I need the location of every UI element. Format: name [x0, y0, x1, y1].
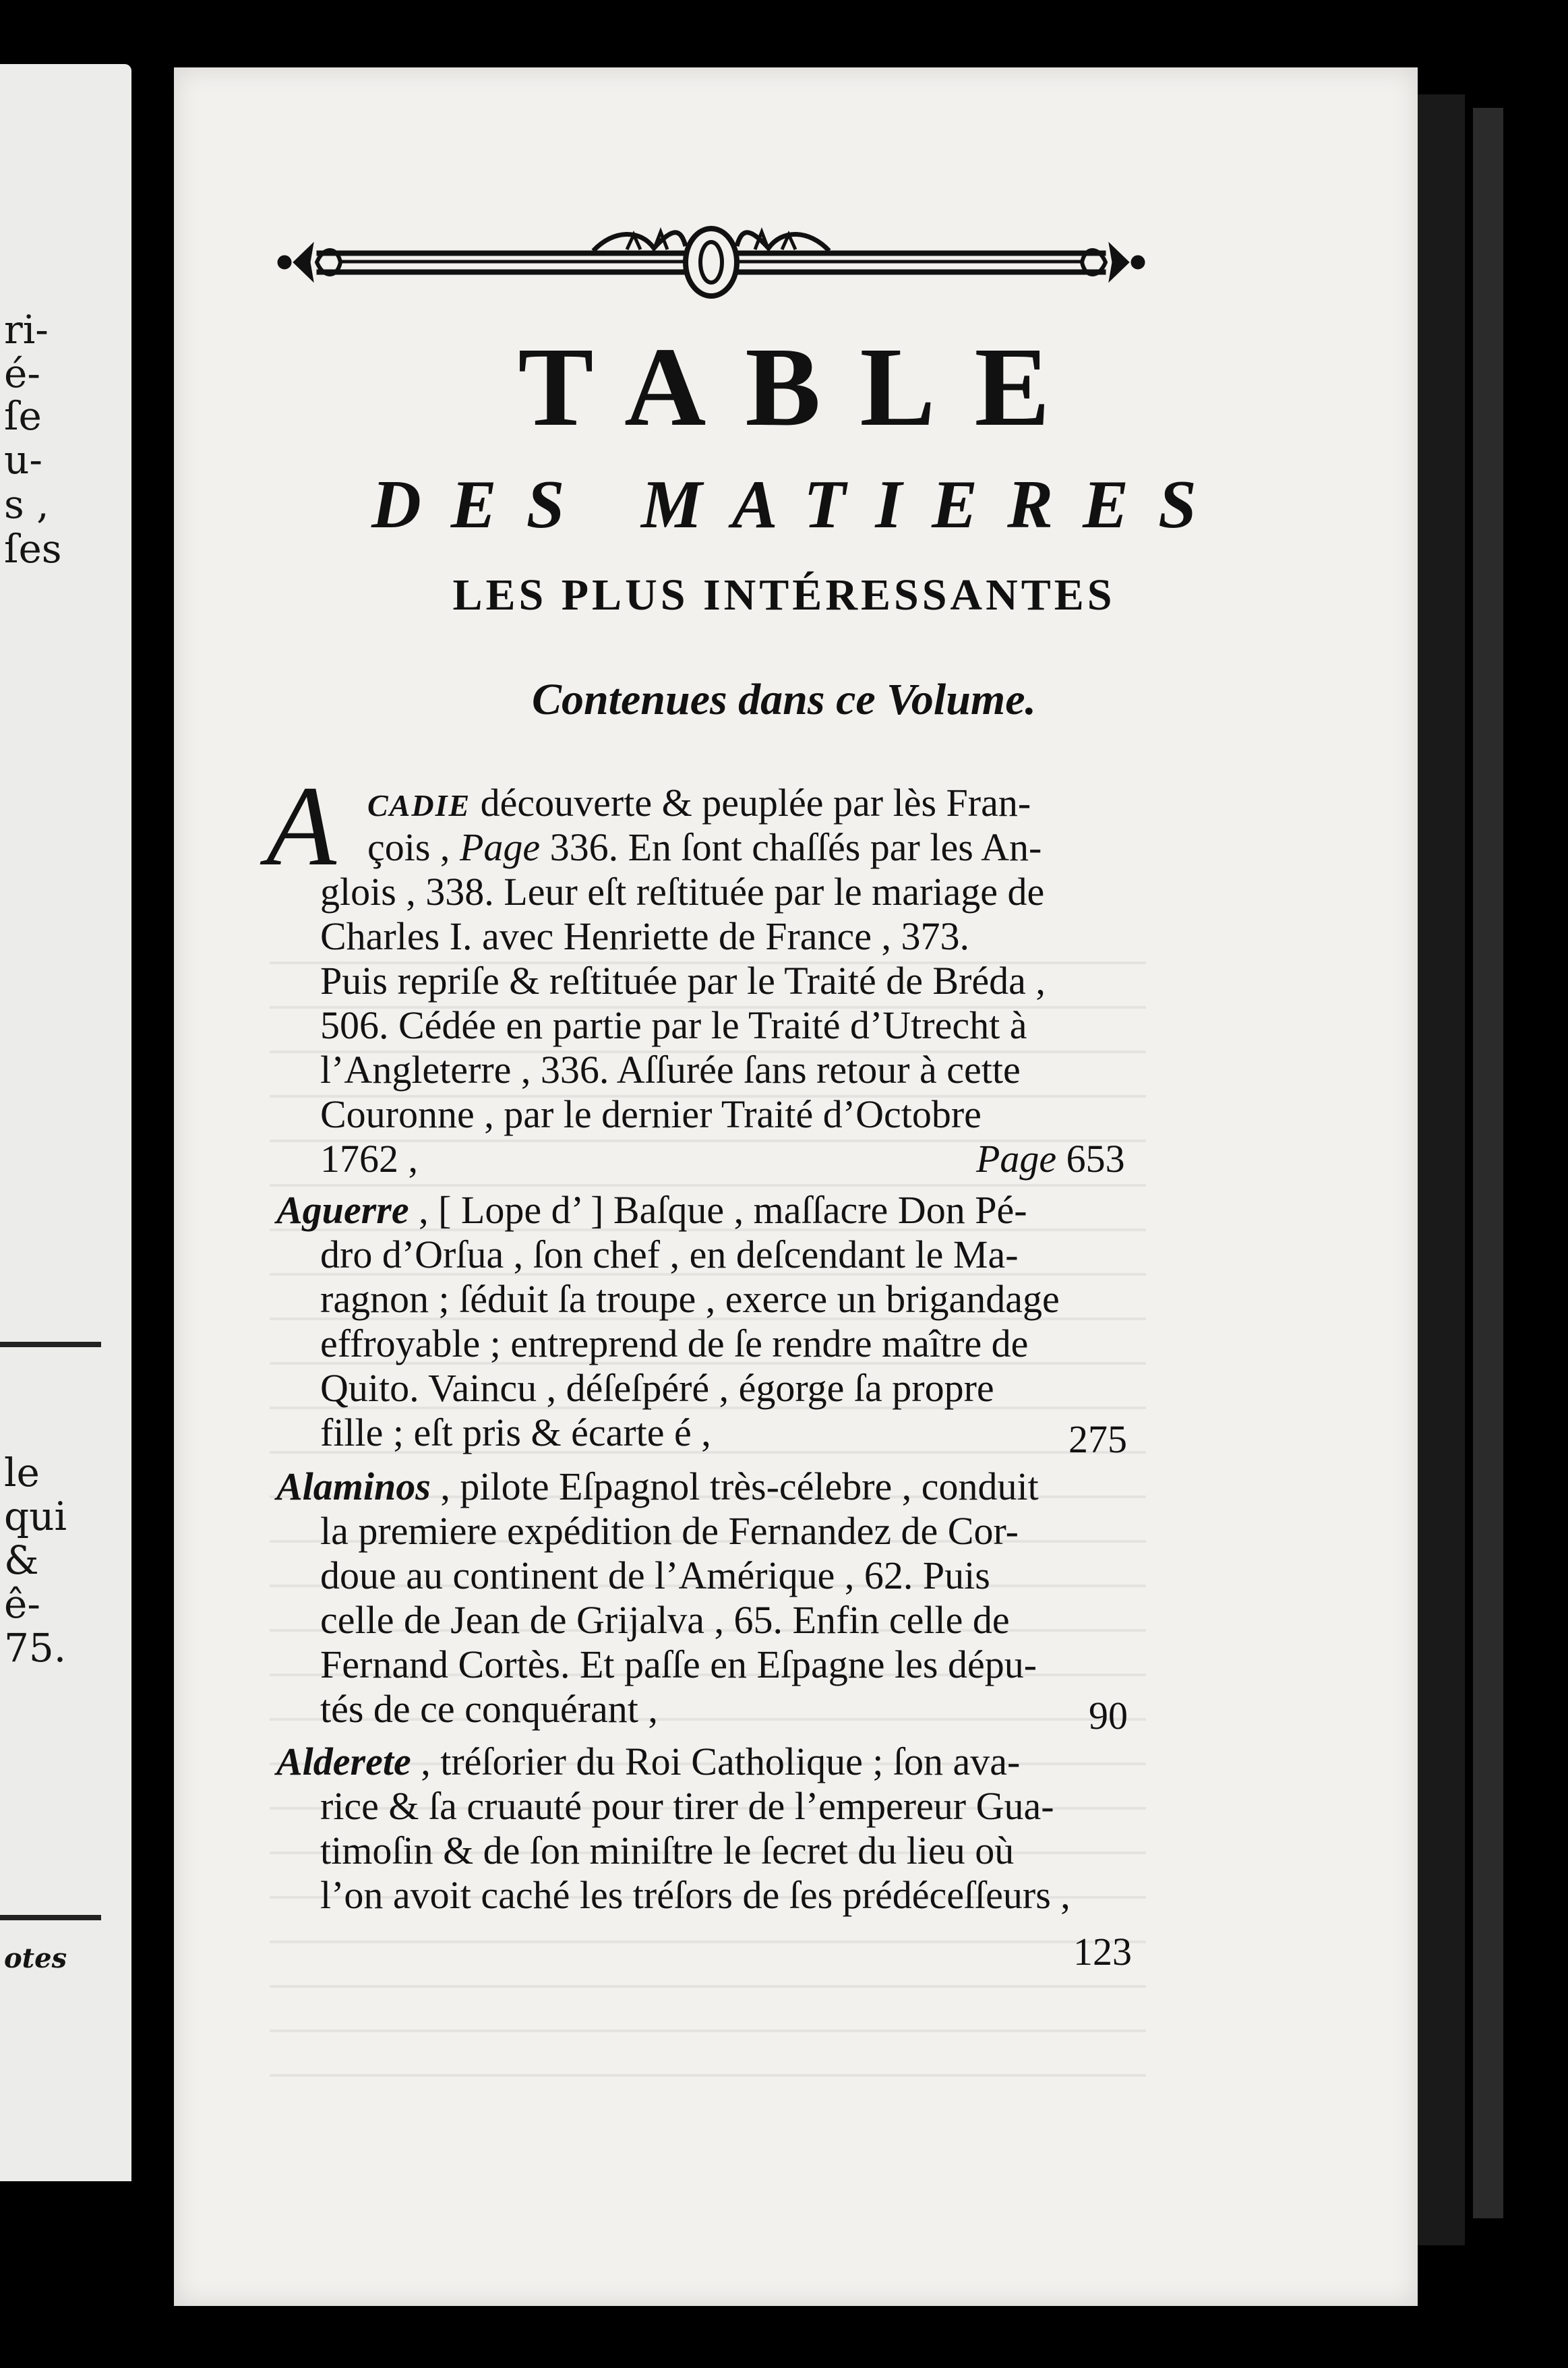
heading-line-3: LES PLUS INTÉRESSANTES — [452, 570, 1116, 620]
entry-line: l’on avoit caché les tréſors de ſes prédéceſſeurs , — [320, 1873, 1071, 1917]
page-label: Page — [459, 825, 541, 869]
entry-text: 336. En ſont chaſſés par les An- — [540, 825, 1042, 869]
entry-line: 506. Cédée en partie par le Traité d’Utrecht à — [320, 1003, 1027, 1047]
entry-line: effroyable ; entreprend de ſe rendre maître de — [320, 1322, 1029, 1365]
left-fragment: é- — [4, 351, 40, 396]
entry-headword: Alaminos — [276, 1464, 431, 1508]
entry-line: ragnon ; ſéduit ſa troupe , exerce un brigandage — [320, 1277, 1060, 1321]
entry-text: çois , — [367, 825, 460, 869]
entry-line — [276, 1464, 1039, 1509]
entry-line: l’Angleterre , 336. Aſſurée ſans retour à cette — [320, 1048, 1021, 1092]
left-fragment: qui — [4, 1493, 67, 1539]
entry-headword: Aguerre — [276, 1188, 409, 1232]
left-fragment: s , — [4, 481, 49, 527]
entry-line: celle de Jean de Grijalva , 65. Enfin celle de — [320, 1598, 1010, 1642]
entry-line: fille ; eſt pris & écarte é , — [320, 1411, 711, 1454]
page-label: Page — [976, 1137, 1057, 1181]
drop-cap: A — [266, 763, 336, 889]
page-title: TABLE — [518, 324, 1089, 450]
ornament-icon — [276, 223, 1146, 303]
entry-line: tés de ce conquérant , — [320, 1687, 658, 1731]
left-fragment: otes — [4, 1943, 67, 1974]
left-fragment: & — [4, 1537, 39, 1583]
entry-line — [276, 1188, 1027, 1233]
entry-line: Puis repriſe & reſtituée par le Traité de Bréda , — [320, 959, 1046, 1003]
entry-text: , tréſorier du Roi Catholique ; ſon ava- — [411, 1740, 1021, 1783]
entry-headword: CADIE — [367, 788, 471, 823]
page-number: 90 — [1089, 1694, 1128, 1738]
entry-line: dro d’Orſua , ſon chef , en deſcendant le Ma- — [320, 1233, 1019, 1276]
entry-text: , [ Lope d’ ] Baſque , maſſacre Don Pé- — [409, 1188, 1027, 1232]
entry-line: Couronne , par le dernier Traité d’Octobre — [320, 1092, 982, 1136]
page-reference — [976, 1137, 1125, 1181]
page-number: 275 — [1068, 1417, 1127, 1461]
entry-line: 1762 , — [320, 1137, 418, 1181]
entry-line: glois , 338. Leur eſt reſtituée par le mariage de — [320, 870, 1045, 914]
left-fragment: u- — [4, 437, 42, 483]
entry-headword: Alderete — [276, 1740, 411, 1783]
left-fragment: ri- — [4, 307, 49, 353]
page-subtitle: DES MATIERES — [371, 467, 1226, 543]
heading-line-4: Contenues dans ce Volume. — [531, 675, 1037, 724]
entry-line: Charles I. avec Henriette de France , 373. — [320, 914, 970, 958]
entry-line: Fernand Cortès. Et paſſe en Eſpagne les dépu- — [320, 1642, 1037, 1686]
entry-line: rice & ſa cruauté pour tirer de l’empereur Gua- — [320, 1784, 1054, 1828]
entry-line: timoſin & de ſon miniſtre le ſecret du lieu où — [320, 1829, 1015, 1872]
page-number: 123 — [1073, 1930, 1132, 1974]
entry-line: la premiere expédition de Fernandez de Cor- — [320, 1509, 1019, 1553]
left-rule — [0, 1342, 101, 1347]
left-fragment: ſe — [4, 393, 42, 439]
entry-line: doue au continent de l’Amérique , 62. Puis — [320, 1553, 990, 1597]
entry-line: Quito. Vaincu , déſeſpéré , égorge ſa propre — [320, 1366, 994, 1410]
left-rule — [0, 1915, 101, 1920]
left-fragment: 75. — [4, 1625, 67, 1671]
entry-line — [367, 825, 1143, 870]
left-fragment: ê- — [4, 1581, 40, 1627]
page-number: 653 — [1066, 1137, 1125, 1181]
entry-line — [276, 1740, 1020, 1784]
entry-text: découverte & peuplée par lès Fran- — [471, 781, 1031, 825]
left-fragment: ſes — [4, 526, 62, 572]
entry-line — [367, 781, 1143, 828]
left-fragment: le — [4, 1450, 40, 1496]
entry-text: , pilote Eſpagnol très-célebre , conduit — [430, 1464, 1039, 1508]
